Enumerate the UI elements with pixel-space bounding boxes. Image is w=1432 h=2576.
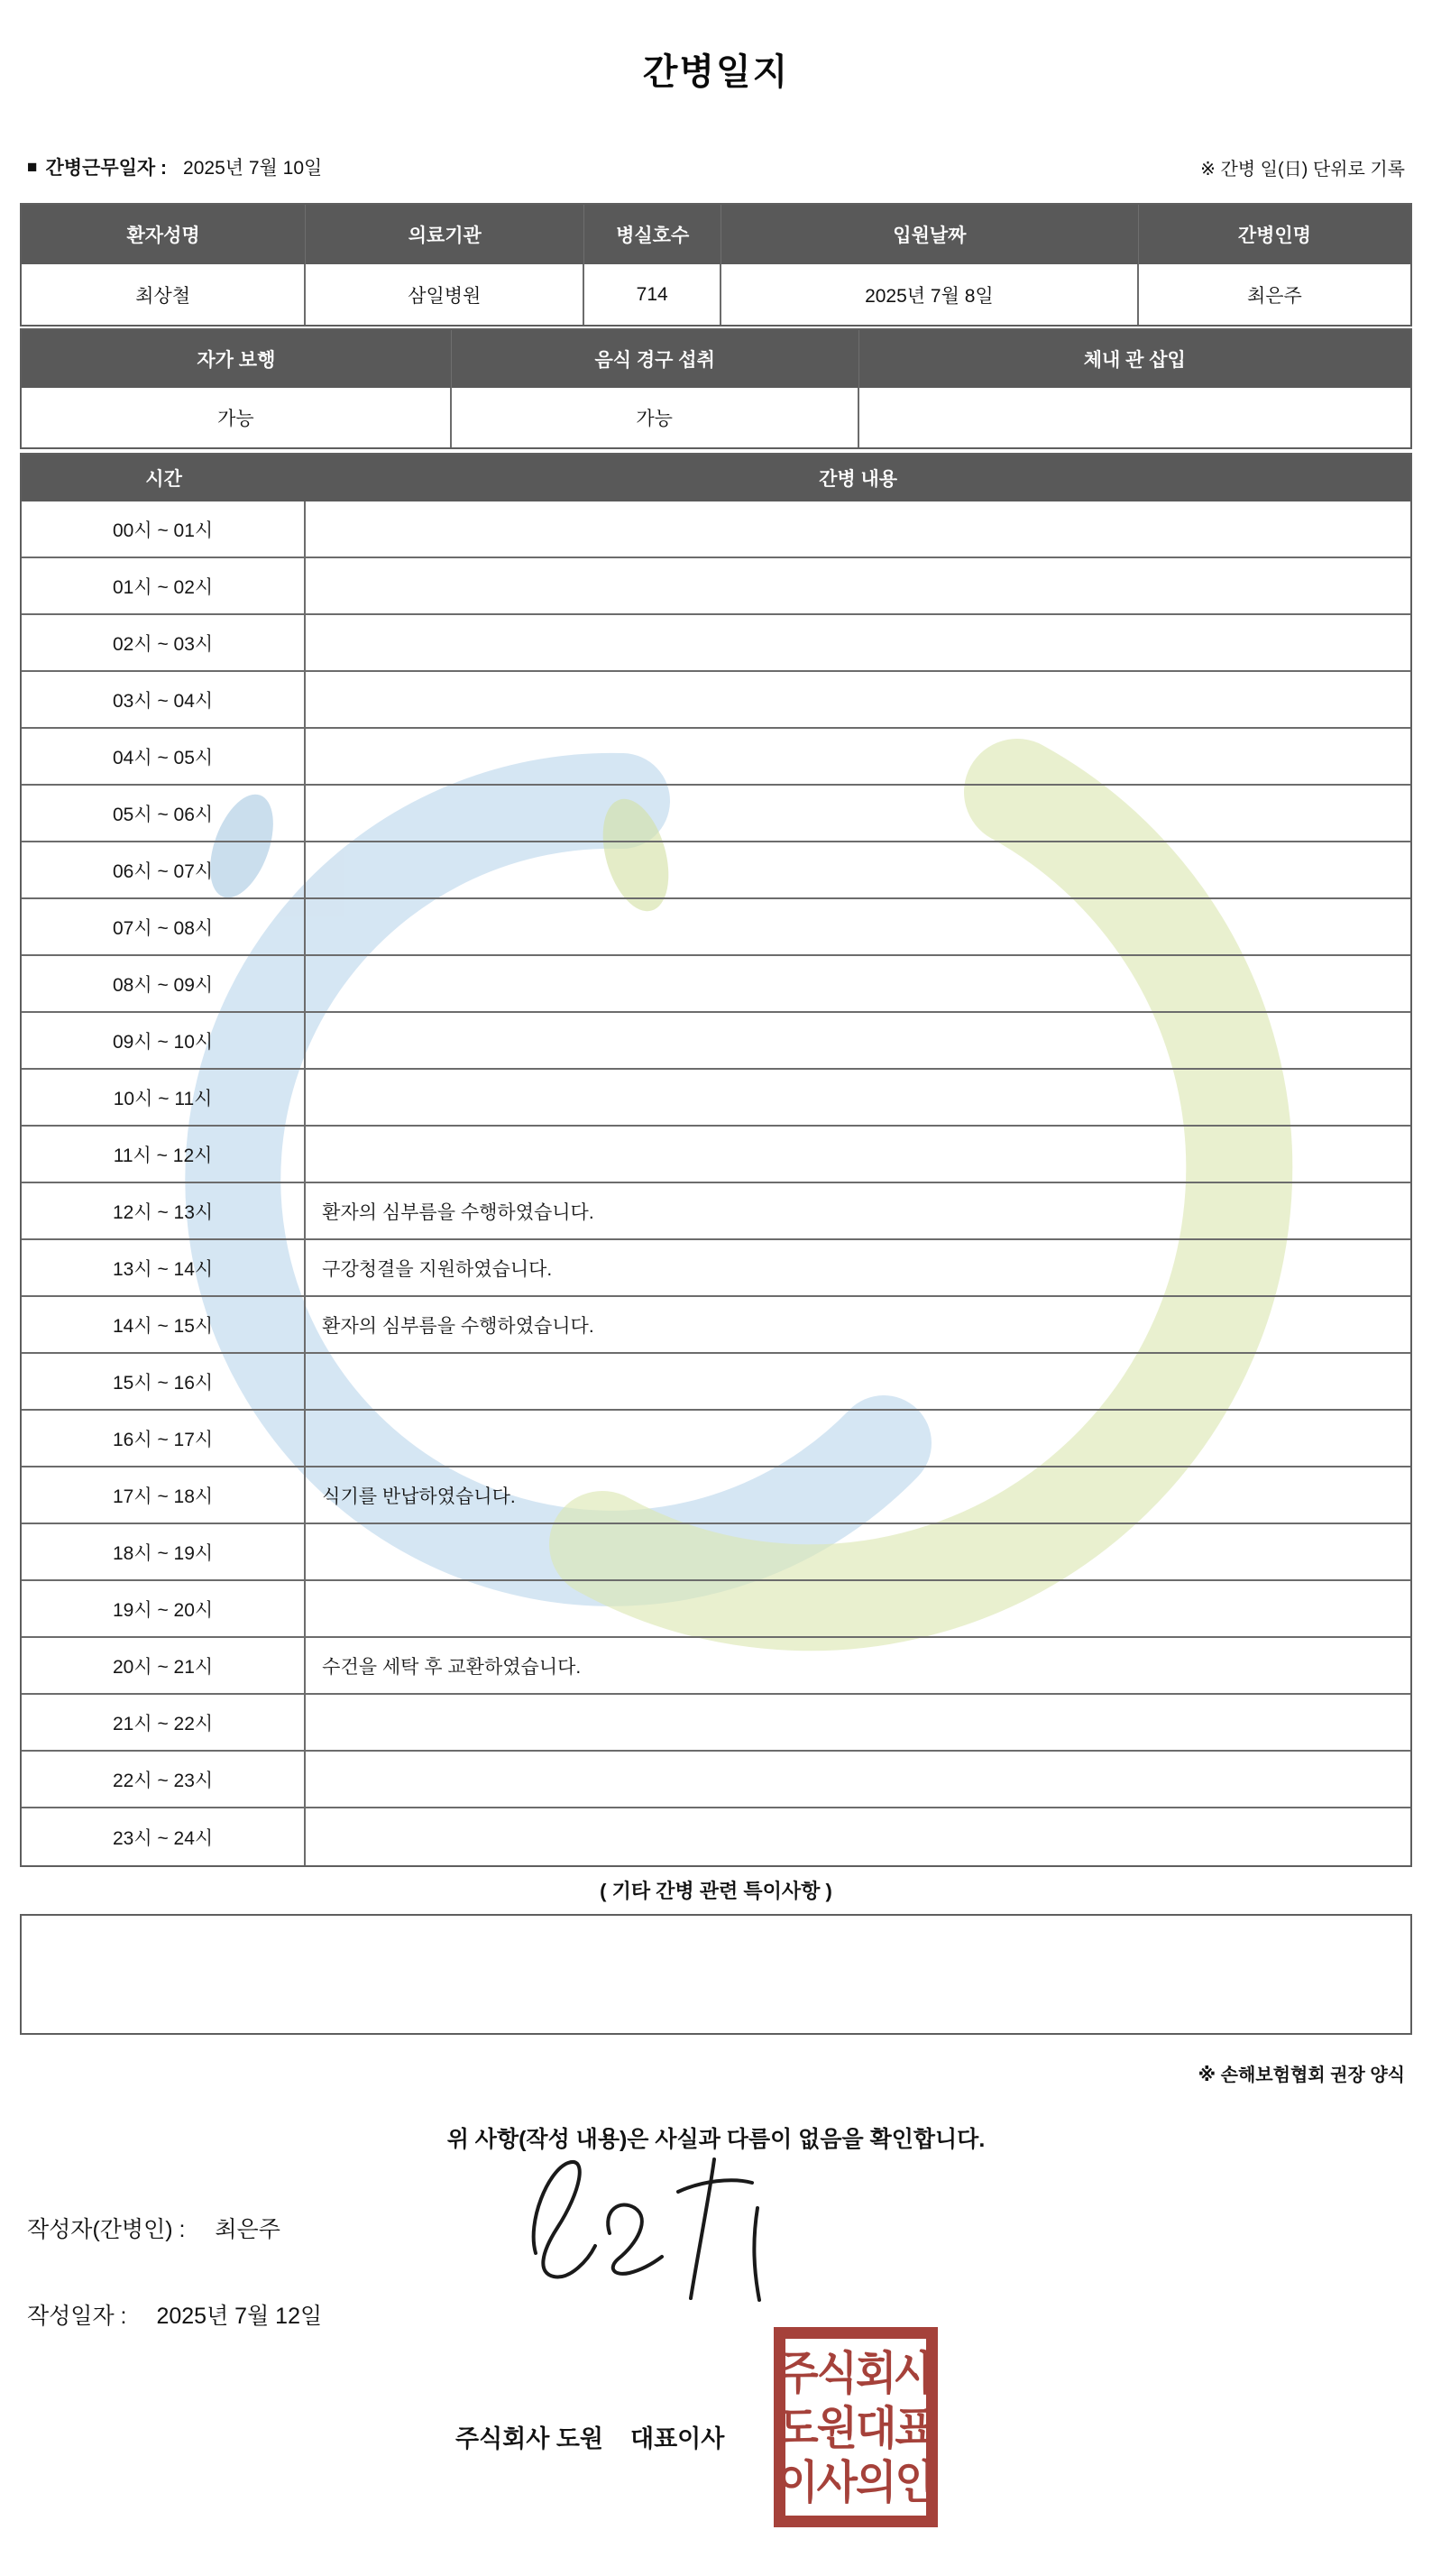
care-content-cell	[306, 899, 1410, 954]
time-cell: 04시 ~ 05시	[22, 729, 306, 784]
care-row	[22, 1070, 1410, 1127]
care-row	[22, 842, 1410, 899]
care-row	[22, 1752, 1410, 1808]
care-content-cell: 구강청결을 지원하였습니다.	[322, 1258, 553, 1280]
care-row	[22, 1354, 1410, 1411]
status-header-cell: 체내 관 삽입	[859, 330, 1410, 388]
care-row	[22, 558, 1410, 615]
time-cell: 05시 ~ 06시	[22, 786, 306, 841]
patient-value-cell: 최상철	[22, 264, 306, 325]
care-content-cell	[306, 501, 1410, 557]
time-cell: 01시 ~ 02시	[22, 558, 306, 613]
status-header-cell: 자가 보행	[22, 330, 452, 388]
work-date-value: 2025년 7월 10일	[183, 158, 323, 179]
status-value-cell	[859, 388, 1410, 447]
care-content-cell: 환자의 심부름을 수행하였습니다.	[322, 1201, 594, 1223]
written-date-label: 작성일자 :	[27, 2304, 127, 2329]
care-content-cell: 식기를 반납하였습니다.	[322, 1486, 516, 1507]
care-content-cell: 환자의 심부름을 수행하였습니다.	[322, 1315, 594, 1337]
form-note: ※ 손해보험협회 권장 양식	[1198, 2065, 1405, 2085]
patient-value-cell: 2025년 7월 8일	[721, 264, 1139, 325]
unit-note: ※ 간병 일(日) 단위로 기록	[1200, 160, 1405, 179]
care-row	[22, 501, 1410, 558]
care-row	[22, 956, 1410, 1013]
care-content-cell	[306, 672, 1410, 727]
care-content-cell	[306, 786, 1410, 841]
care-row	[22, 1297, 1410, 1354]
writer-name: 최은주	[215, 2217, 280, 2242]
work-date-line	[27, 153, 322, 180]
time-cell: 16시 ~ 17시	[22, 1411, 306, 1466]
care-content-cell	[306, 1752, 1410, 1807]
patient-header-cell: 병실호수	[584, 205, 721, 264]
patient-info-table	[20, 203, 1412, 327]
time-cell: 17시 ~ 18시	[22, 1467, 306, 1523]
care-content-cell	[306, 1808, 1410, 1865]
care-row	[22, 1183, 1410, 1240]
care-content-cell	[306, 956, 1410, 1011]
notes-title: ( 기타 간병 관련 특이사항 )	[600, 1880, 832, 1902]
patient-header-cell: 입원날짜	[721, 205, 1139, 264]
stamp-line: 주식회사	[777, 2346, 934, 2398]
time-cell: 19시 ~ 20시	[22, 1581, 306, 1636]
signature-handwriting	[501, 2145, 826, 2312]
writer-line	[27, 2212, 280, 2244]
time-cell: 20시 ~ 21시	[22, 1638, 306, 1693]
time-cell: 06시 ~ 07시	[22, 842, 306, 897]
written-date-line	[27, 2298, 322, 2331]
time-cell: 22시 ~ 23시	[22, 1752, 306, 1807]
confirmation-text: 위 사항(작성 내용)은 사실과 다름이 없음을 확인합니다.	[446, 2127, 986, 2152]
written-date-value: 2025년 7월 12일	[156, 2304, 323, 2329]
time-cell: 09시 ~ 10시	[22, 1013, 306, 1068]
care-row	[22, 1695, 1410, 1752]
content-column-header: 간병 내용	[306, 455, 1410, 501]
patient-value-cell: 714	[584, 264, 721, 325]
care-content-cell	[306, 1524, 1410, 1579]
stamp-line: 이사의인	[777, 2456, 934, 2508]
care-row	[22, 672, 1410, 729]
care-row	[22, 1638, 1410, 1695]
time-cell: 14시 ~ 15시	[22, 1297, 306, 1352]
patient-header-cell: 간병인명	[1139, 205, 1410, 264]
time-cell: 07시 ~ 08시	[22, 899, 306, 954]
patient-status-table	[20, 328, 1412, 449]
care-content-cell	[306, 1070, 1410, 1125]
corporate-seal-stamp	[774, 2327, 938, 2527]
care-row	[22, 1524, 1410, 1581]
time-cell: 11시 ~ 12시	[22, 1127, 306, 1182]
time-cell: 00시 ~ 01시	[22, 501, 306, 557]
square-bullet-icon: ■	[27, 157, 38, 177]
care-content-cell	[306, 1127, 1410, 1182]
patient-header-cell: 환자성명	[22, 205, 306, 264]
care-row	[22, 1808, 1410, 1865]
care-content-cell	[306, 1013, 1410, 1068]
time-cell: 13시 ~ 14시	[22, 1240, 306, 1295]
page-title: 간병일지	[642, 52, 790, 92]
patient-value-cell: 삼일병원	[306, 264, 584, 325]
care-row	[22, 1411, 1410, 1467]
care-row	[22, 1240, 1410, 1297]
time-cell: 23시 ~ 24시	[22, 1808, 306, 1865]
patient-header-cell: 의료기관	[306, 205, 584, 264]
care-row	[22, 615, 1410, 672]
time-cell: 10시 ~ 11시	[22, 1070, 306, 1125]
patient-table-header-row	[22, 205, 1410, 264]
care-content-cell	[306, 1354, 1410, 1409]
time-cell: 21시 ~ 22시	[22, 1695, 306, 1750]
care-content-cell	[306, 615, 1410, 670]
time-cell: 08시 ~ 09시	[22, 956, 306, 1011]
time-cell: 12시 ~ 13시	[22, 1183, 306, 1238]
status-header-cell: 음식 경구 섭취	[452, 330, 859, 388]
care-content-cell	[306, 842, 1410, 897]
time-cell: 15시 ~ 16시	[22, 1354, 306, 1409]
meta-row	[27, 153, 1405, 180]
stamp-line: 도원대표	[777, 2401, 934, 2453]
care-log-table	[20, 453, 1412, 1867]
care-row	[22, 1127, 1410, 1183]
status-value-cell: 가능	[452, 388, 859, 447]
writer-label: 작성자(간병인) :	[27, 2217, 186, 2242]
status-value-cell: 가능	[22, 388, 452, 447]
care-content-cell	[306, 1411, 1410, 1466]
company-line: 주식회사 도원 대표이사	[455, 2425, 725, 2452]
care-rows	[22, 501, 1410, 1865]
work-date-label: 간병근무일자 :	[45, 158, 168, 179]
care-content-cell	[306, 1695, 1410, 1750]
care-row	[22, 1013, 1410, 1070]
care-row	[22, 786, 1410, 842]
patient-table-value-row	[22, 264, 1410, 325]
status-table-header-row	[22, 330, 1410, 388]
care-content-cell	[306, 729, 1410, 784]
care-row	[22, 729, 1410, 786]
time-column-header: 시간	[22, 455, 306, 501]
time-cell: 03시 ~ 04시	[22, 672, 306, 727]
care-row	[22, 899, 1410, 956]
care-row	[22, 1581, 1410, 1638]
care-content-cell	[306, 1581, 1410, 1636]
status-table-value-row	[22, 388, 1410, 447]
notes-box	[20, 1914, 1412, 2035]
care-row	[22, 1467, 1410, 1524]
care-table-header-row	[22, 455, 1410, 501]
care-content-cell	[306, 558, 1410, 613]
patient-value-cell: 최은주	[1246, 285, 1302, 307]
time-cell: 02시 ~ 03시	[22, 615, 306, 670]
care-content-cell: 수건을 세탁 후 교환하였습니다.	[322, 1656, 582, 1678]
time-cell: 18시 ~ 19시	[22, 1524, 306, 1579]
